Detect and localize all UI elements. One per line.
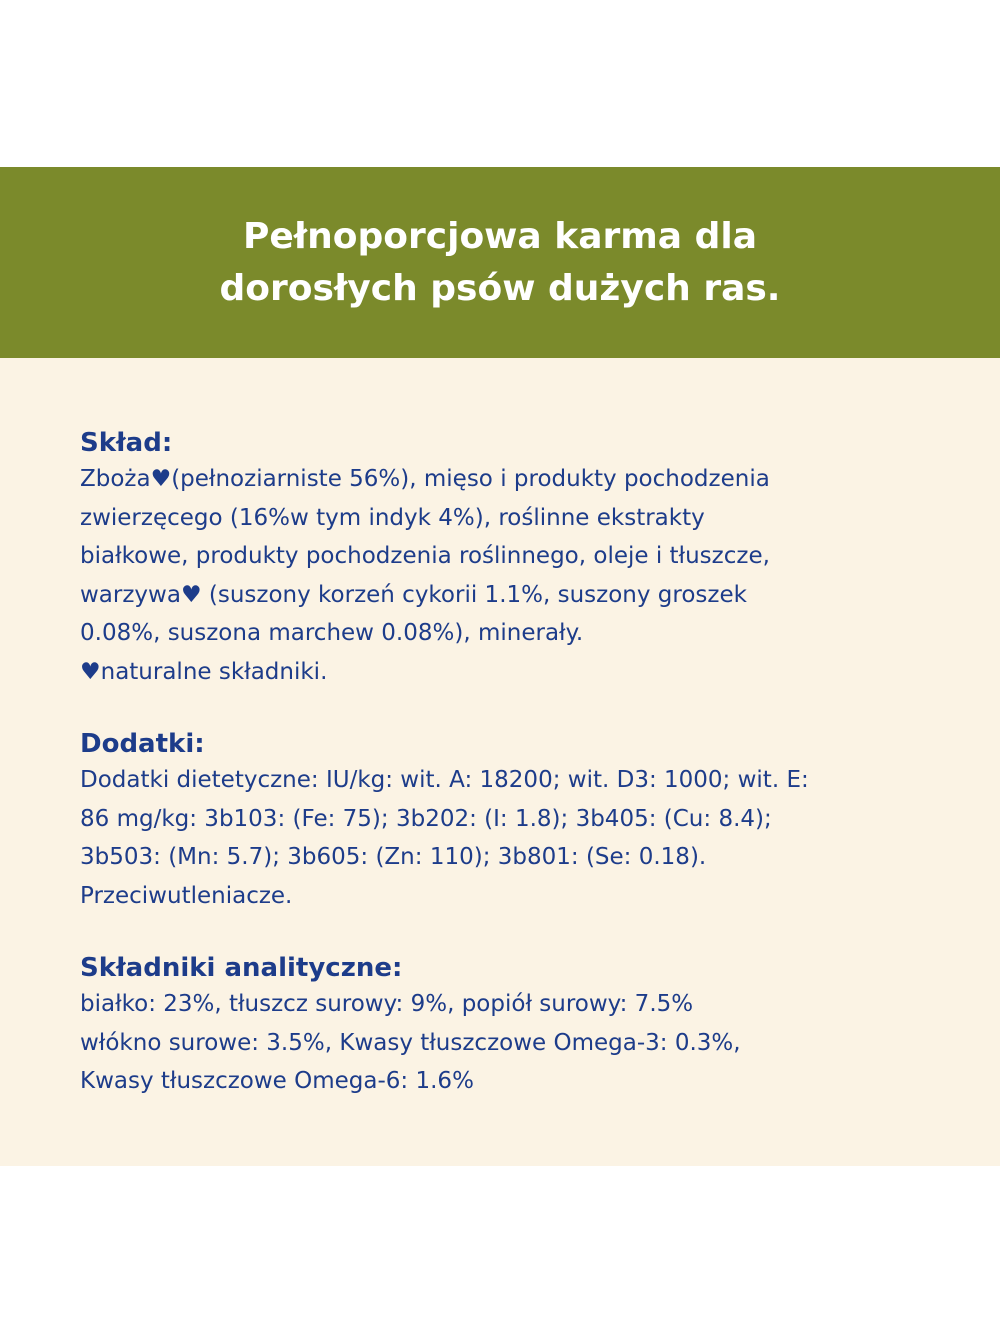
additives-text: Dodatki dietetyczne: IU/kg: wit. A: 18200; wit. D3: 1000; wit. E: 86 mg/kg: 3b103: (Fe: 75); 3b202: (I: 1.8); 3b405: (Cu: 8.4); 3b503: (Mn: 5.7); 3b605: (Zn: 110); 3b801: (Se: 0.18). Przeciwutleniacze.	[80, 767, 809, 909]
section-additives	[80, 727, 940, 915]
page-title: Pełnoporcjowa karma dla dorosłych psów dużych ras.	[219, 215, 781, 309]
header-band	[0, 167, 1000, 358]
additives-heading: Dodatki:	[80, 729, 205, 759]
composition-text: Zboża♥(pełnoziarniste 56%), mięso i produkty pochodzenia zwierzęcego (16%w tym indyk 4%), roślinne ekstrakty białkowe, produkty pochodzenia roślinnego, oleje i tłuszcze, warzywa♥ (suszony korzeń cykorii 1.1%, suszony groszek 0.08%, suszona marchew 0.08%), minerały. ♥naturalne składniki.	[80, 466, 770, 685]
analytical-heading: Składniki analityczne:	[80, 953, 403, 983]
section-analytical	[80, 951, 940, 1101]
section-composition	[80, 426, 940, 691]
composition-heading: Skład:	[80, 428, 173, 458]
analytical-text: białko: 23%, tłuszcz surowy: 9%, popiół surowy: 7.5% włókno surowe: 3.5%, Kwasy tłuszczowe Omega-3: 0.3%, Kwasy tłuszczowe Omega-6: 1.6%	[80, 991, 741, 1094]
content-panel	[0, 358, 1000, 1166]
